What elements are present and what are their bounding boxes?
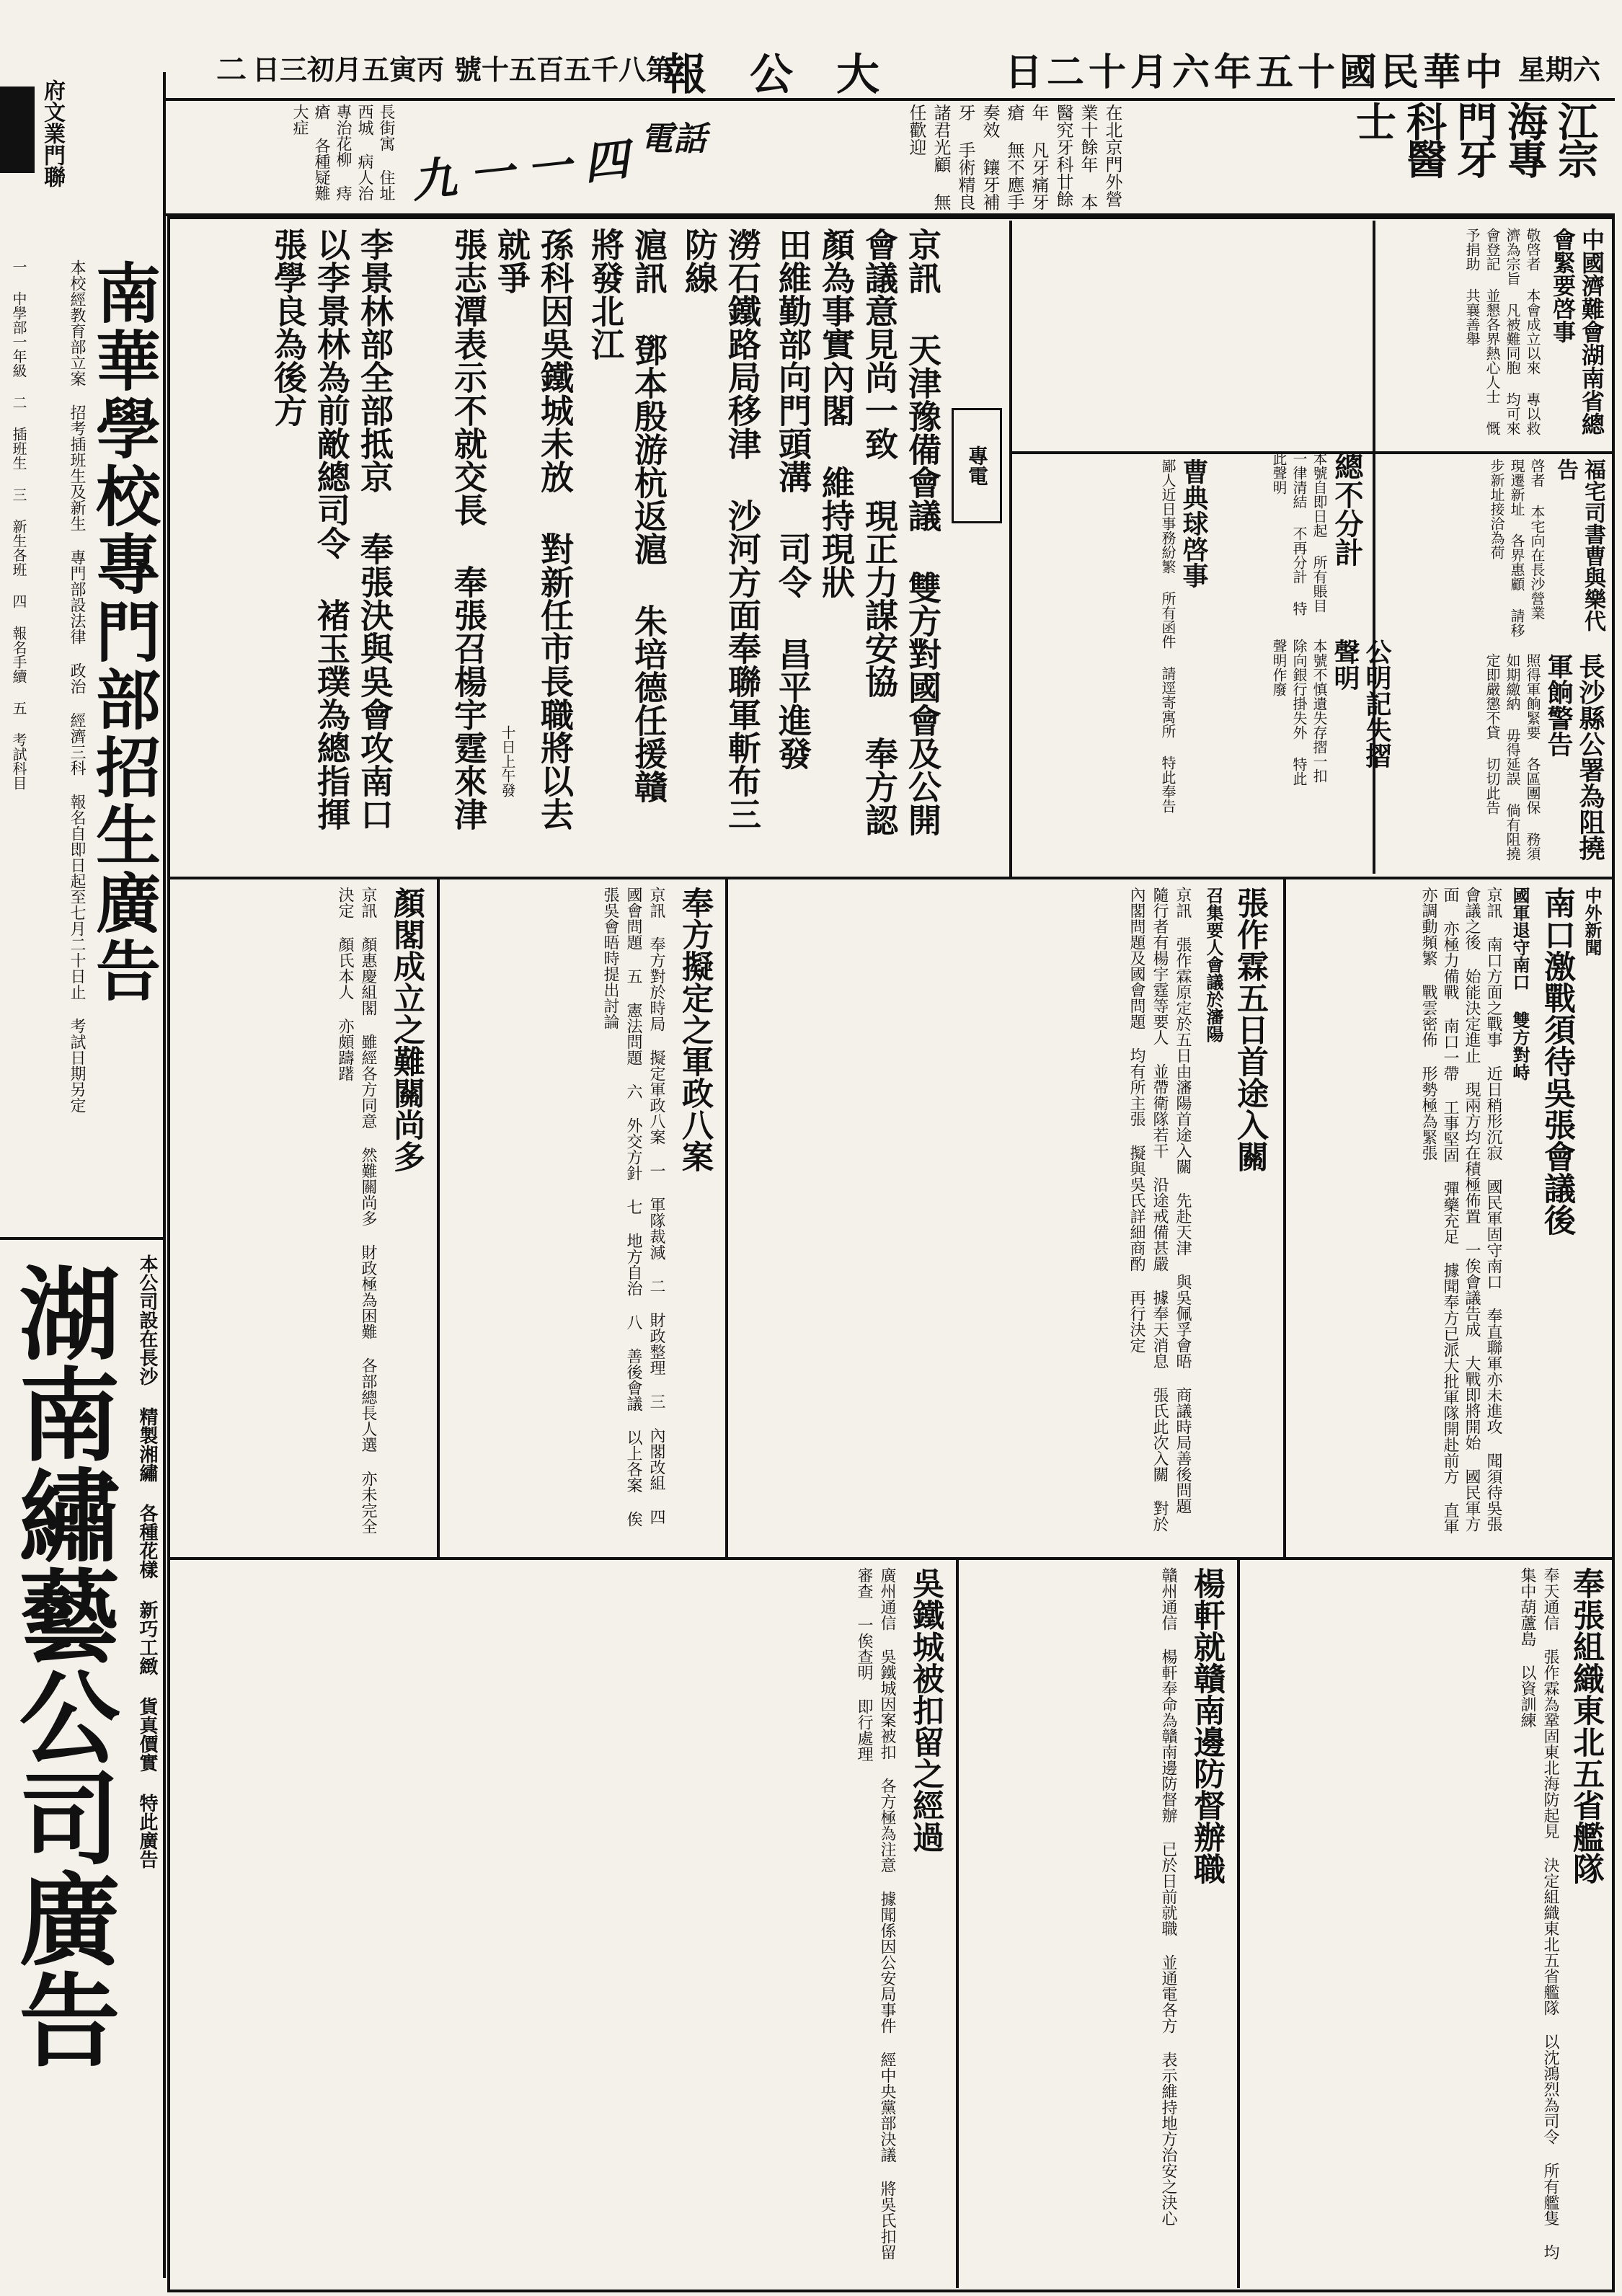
school-ad-list: 一 中學部一年級 二 插班生 三 新生各班 四 報名手續 五 考試科目 bbox=[10, 260, 27, 790]
fengtian-text: 京訊 奉方對於時局 擬定軍政八案 一 軍隊裁減 二 財政整理 三 內閣改組 四 國會問題 五 憲法問題 六 外交方針 七 地方自治 八 善後會議 以上各案 俟張吳會晤時提出討論 bbox=[601, 887, 665, 1527]
telegram-line-4: 田維勤部向門頭溝 司令 昌平進發 bbox=[774, 228, 812, 770]
side-ad-text: 長街寓 住址西城 病人治 專治花柳 痔瘡 各種疑難大症 bbox=[291, 104, 395, 201]
ad6-title: 曹典球啓事 bbox=[1179, 458, 1209, 588]
fengtian-title: 奉方擬定之軍政八案 bbox=[676, 887, 713, 1172]
middle-divider-2 bbox=[725, 879, 728, 1557]
left-top-label: 府文業門聯 bbox=[40, 79, 65, 187]
nankou-label: 中外新聞 bbox=[1582, 887, 1603, 956]
telegram-line-6: 滬訊 鄧本殷游杭返滬 朱培德任援贛 將發北江 bbox=[586, 228, 668, 803]
notice-title: 中國濟難會湖南省總會緊要啓事 bbox=[1549, 228, 1605, 435]
masthead-date: 中華民國十五年六月十二日 bbox=[1004, 50, 1507, 94]
lower-divider-2 bbox=[956, 1560, 959, 2288]
notice-band bbox=[1009, 221, 1612, 877]
yang-text: 贛州通信 楊軒奉命為贛南邊防督辦 已於日前就職 並通電各方 表示維持地方治安之決心 bbox=[1159, 1567, 1177, 2226]
telegram-dateline: 十日上午發 bbox=[499, 725, 516, 797]
ad5-text: 本號不慎遺失存摺一扣 除向銀行掛失外 特此聲明作廢 bbox=[1270, 639, 1328, 786]
telegram-line-3: 李景林部全部抵京 奉張決與吳會攻南口 以李景林為前敵總司令 褚玉璞為總指揮 張學良為後方 bbox=[269, 228, 394, 830]
telegram-label: 專電 bbox=[952, 408, 1002, 523]
embroidery-ad-frame bbox=[0, 1240, 163, 2278]
telegram-line-7: 孫科因吳鐵城未放 對新任市長職將以去就爭 bbox=[492, 228, 575, 830]
wu-title: 吳鐵城被扣留之經過 bbox=[907, 1567, 944, 1853]
middle-divider-1 bbox=[1283, 879, 1286, 1557]
lower-band bbox=[170, 1560, 1612, 2288]
zhang-subtitle: 召集要人會議於瀋陽 bbox=[1203, 887, 1224, 1042]
middle-band bbox=[170, 879, 1612, 1557]
school-ad-text: 本校經教育部立案 招考插班生及新生 專門部設法律 政治 經濟三科 報名自即日起至七月二十日止 考試日期另定 bbox=[68, 260, 86, 1113]
phone-ad-label: 電話 bbox=[640, 119, 706, 158]
embroidery-ad-text: 本公司設在長沙 精製湘繡 各種花樣 新巧工緻 貨真價實 特此廣告 bbox=[136, 1254, 158, 1869]
phone-ad-number: 九一一四 bbox=[409, 131, 644, 208]
top-ads-band bbox=[166, 101, 1615, 216]
masthead-bar bbox=[166, 35, 1615, 101]
masthead-paper-name: 大公報 bbox=[663, 50, 923, 100]
dental-ad-title: 江宗海專門牙科醫士 bbox=[1350, 101, 1599, 176]
telegram-line-1: 京訊 天津豫備會議 雙方對國會及公開會議意見尚一致 現正力謀安協 奉方認顏為事實內閣 維持現狀 bbox=[817, 228, 942, 836]
cabinet-text: 京訊 顏惠慶組閣 雖經各方同意 然難關尚多 財政極為困難 各部總長人選 亦未完全決定 顏氏本人 亦頗躊躇 bbox=[336, 887, 377, 1534]
telegram-line-5: 澇石鐵路局移津 沙河方面奉聯軍斬布三防線 bbox=[680, 228, 762, 830]
telegram-section-left bbox=[170, 221, 497, 877]
nankou-title: 南口激戰須待吳張會議後 bbox=[1538, 887, 1575, 1236]
telegram-line-2: 張志潭表示不就交長 奉張召楊宇霆來津 bbox=[449, 228, 488, 830]
left-top-glyph bbox=[0, 87, 35, 173]
left-ad-column bbox=[0, 72, 166, 2278]
northeast-title: 奉張組織東北五省艦隊 bbox=[1567, 1567, 1604, 1884]
ad6-text: 鄙人近日事務紛繁 所有函件 請逕寄寓所 特此奉告 bbox=[1159, 458, 1176, 813]
telegram-section bbox=[492, 221, 1009, 877]
lower-divider-1 bbox=[1237, 1560, 1240, 2288]
masthead-issue: 第八千五百五十號 bbox=[454, 53, 674, 86]
ad3-text: 照得軍餉緊要 各區團保 務須如期繳納 毋得延誤 倘有阻撓 定即嚴懲不貸 切切此告 bbox=[1484, 653, 1541, 861]
embroidery-ad-title: 湖南繡藝公司廣告 bbox=[2, 1262, 120, 2069]
zhang-title: 張作霖五日首途入關 bbox=[1231, 887, 1268, 1172]
notice-text: 敬啓者 本會成立以來 專以救濟為宗旨 凡被難同胞 均可來會登記 並懇各界熱心人士 慨予捐助 共襄善舉 bbox=[1463, 228, 1541, 435]
middle-divider-3 bbox=[437, 879, 440, 1557]
ad2-text: 啓者 本宅向在長沙營業 現遷新址 各界惠顧 請移步新址接洽為荷 bbox=[1488, 458, 1546, 637]
masthead-lunar: 丙寅五月初三日 bbox=[252, 53, 445, 86]
nankou-text: 京訊 南口方面之戰事 近日稍形沉寂 國民軍固守南口 奉直聯軍亦未進攻 聞須待吳張會議之後 始能決定進止 現兩方均在積極佈置 一俟會議告成 大戰即將開始 國民軍方面 亦極力備戰 南口一帶 工事堅固 彈藥充足 據聞奉方已派大批軍隊開赴前方 直軍亦調動頻繁 戰雲密佈 形勢極為緊張 bbox=[1419, 887, 1502, 1534]
school-ad-frame bbox=[0, 245, 163, 1240]
masthead-page-number: 二 bbox=[216, 52, 247, 87]
northeast-text: 奉天通信 張作霖為鞏固東北海防起見 決定組織東北五省艦隊 以沈鴻烈為司令 所有艦隻 均集中葫蘆島 以資訓練 bbox=[1518, 1567, 1559, 2260]
wu-text: 廣州通信 吳鐵城因案被扣 各方極為注意 據聞係因公安局事件 經中央黨部決議 將吳氏扣留審查 一俟查明 即行處理 bbox=[855, 1567, 896, 2260]
cabinet-title: 顏閣成立之難關尚多 bbox=[388, 887, 425, 1172]
ad4-text: 本號自即日起 所有賬目 一律清結 不再分計 特此聲明 bbox=[1270, 451, 1328, 616]
zhang-text: 京訊 張作霖原定於五日由瀋陽首途入關 先赴天津 與吳佩孚會晤 商議時局善後問題 隨行者有楊宇霆等要人 並帶衛隊若干 沿途戒備甚嚴 據奉天消息 張氏此次入關 對於內閣問題及國會問題 均有所主張 擬與吳氏詳細商酌 再行決定 bbox=[1127, 887, 1192, 1532]
ad4-title: 總不分計 bbox=[1330, 451, 1364, 567]
yang-title: 楊軒就贛南邊防督辦職 bbox=[1188, 1567, 1225, 1884]
nankou-subtitle: 國軍退守南口 雙方對峙 bbox=[1510, 887, 1530, 1081]
phone-ad-box bbox=[404, 108, 706, 208]
masthead-weekday: 星期六 bbox=[1517, 53, 1600, 86]
ad2-title: 福宅司書曹與樂代告 bbox=[1553, 458, 1605, 631]
ad5-title: 公明記失摺聲明 bbox=[1330, 639, 1392, 768]
school-ad-title: 南華學校專門部招生廣告 bbox=[84, 260, 161, 1005]
ad3-title: 長沙縣公署為阻撓軍餉警告 bbox=[1543, 653, 1605, 861]
dental-ad-text: 在北京門外營業十餘年 本醫究牙科廿餘年 凡牙痛牙瘡 無不應手奏效 鑲牙補牙 手術精良 諸君光顧 無任歡迎 bbox=[906, 104, 1122, 210]
